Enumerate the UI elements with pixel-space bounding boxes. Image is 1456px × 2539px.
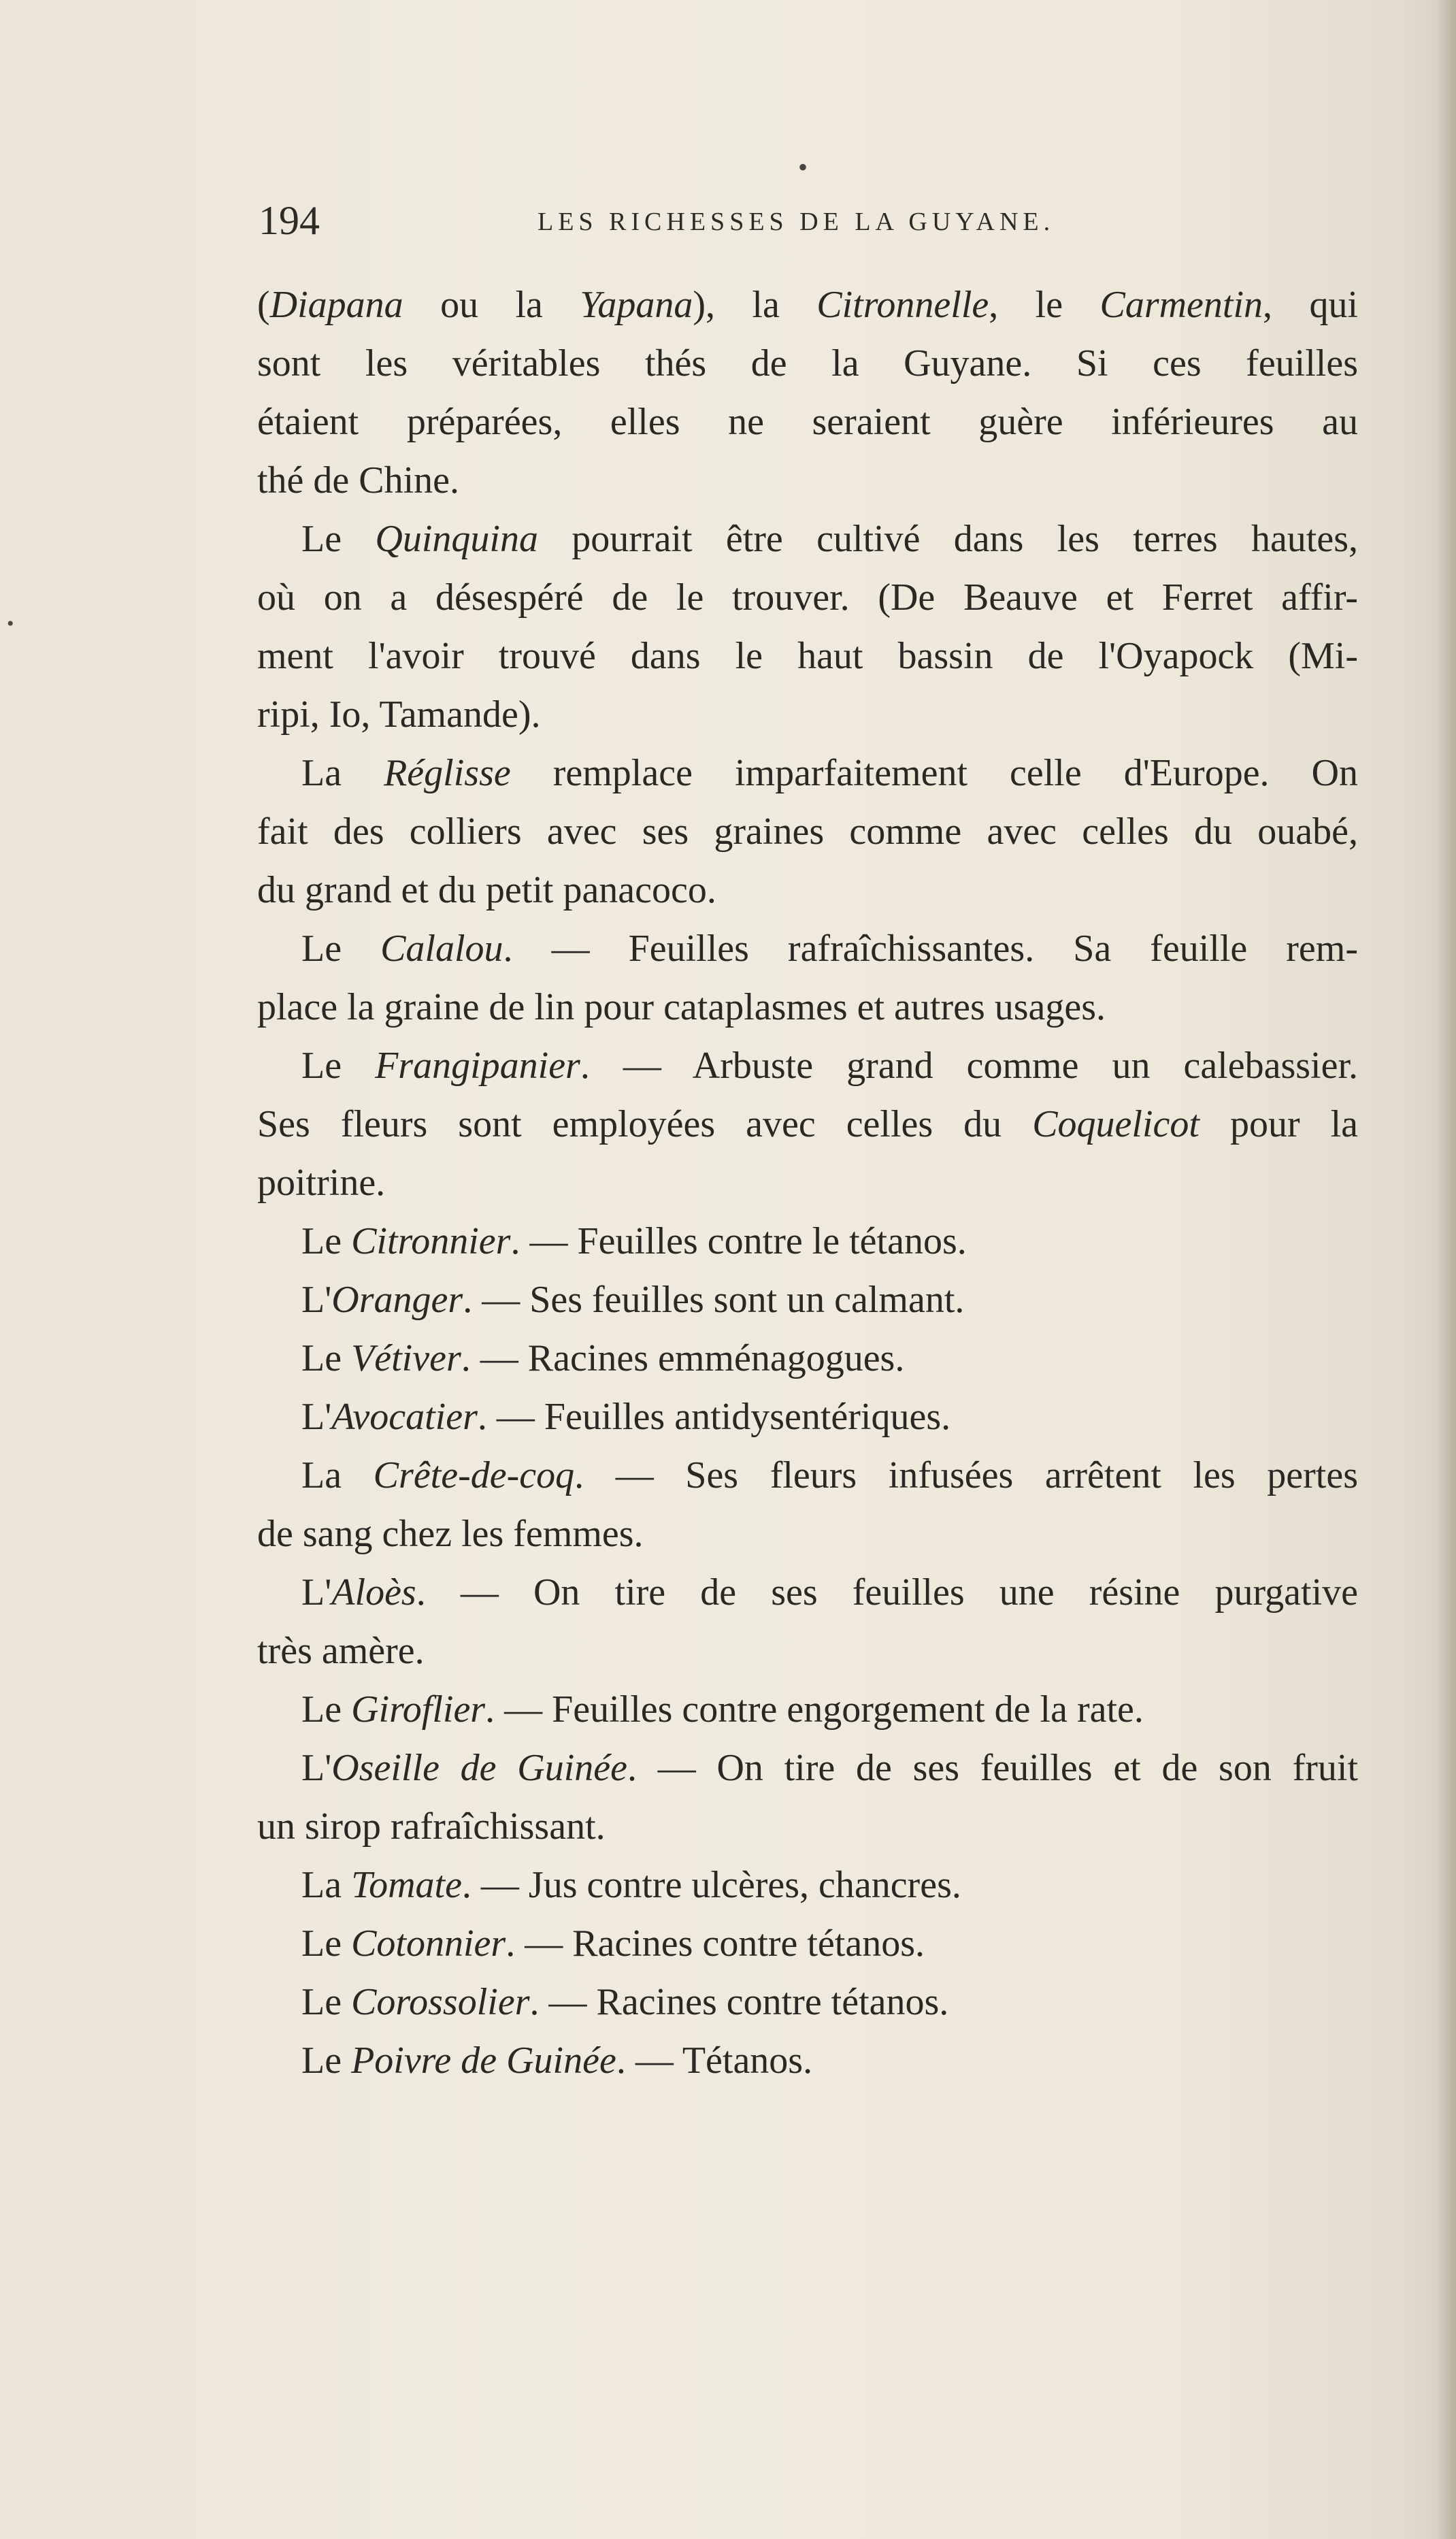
- text-line: Ses fleurs sont employées avec celles du Coquelicot pour la: [257, 1103, 1359, 1145]
- text-line: Le Citronnier. — Feuilles contre le tétanos.: [301, 1220, 967, 1262]
- italic-term: Calalou: [380, 928, 503, 970]
- text-line: ripi, Io, Tamande).: [257, 693, 541, 736]
- italic-term: Poivre de Guinée: [351, 2040, 616, 2082]
- italic-term: Coquelicot: [1032, 1103, 1199, 1145]
- text-line: de sang chez les femmes.: [257, 1513, 644, 1555]
- italic-term: Oranger: [331, 1279, 463, 1321]
- text-line: L'Oseille de Guinée. — On tire de ses feuilles et de son fruit: [301, 1747, 1359, 1789]
- text-line: Le Giroflier. — Feuilles contre engorgement de la rate.: [301, 1688, 1144, 1731]
- italic-term: Frangipanier: [375, 1045, 580, 1087]
- body-text: [257, 276, 1358, 2090]
- text-line: (Diapana ou la Yapana), la Citronnelle, le Carmentin, qui: [257, 284, 1358, 326]
- text-line: L'Oranger. — Ses feuilles sont un calmant.: [301, 1279, 965, 1321]
- italic-term: Giroflier: [351, 1688, 486, 1731]
- italic-term: Aloès: [331, 1571, 416, 1614]
- text-line: Le Calalou. — Feuilles rafraîchissantes. Sa feuille rem-: [301, 928, 1358, 970]
- text-line: Le Corossolier. — Racines contre tétanos.: [301, 1981, 949, 2023]
- text-line: L'Avocatier. — Feuilles antidysentériques.: [301, 1396, 951, 1438]
- text-line: thé de Chine.: [257, 459, 460, 502]
- text-line: L'Aloès. — On tire de ses feuilles une résine purgative: [301, 1571, 1358, 1614]
- italic-term: Oseille de Guinée: [331, 1747, 627, 1789]
- italic-term: Tomate: [351, 1864, 462, 1906]
- text-line: sont les véritables thés de la Guyane. Si ces feuilles: [257, 342, 1358, 384]
- text-line: La Tomate. — Jus contre ulcères, chancres.: [301, 1864, 961, 1906]
- page-edge-shadow: [1436, 0, 1456, 2539]
- text-line: très amère.: [257, 1630, 425, 1672]
- text-line: fait des colliers avec ses graines comme avec celles du ouabé,: [257, 810, 1358, 853]
- page-header: [259, 197, 1354, 252]
- italic-term: Corossolier: [351, 1981, 530, 2023]
- text-line: Le Frangipanier. — Arbuste grand comme un calebassier.: [301, 1045, 1359, 1087]
- italic-term: Vétiver: [351, 1337, 461, 1379]
- text-line: La Réglisse remplace imparfaitement celle d'Europe. On: [301, 752, 1359, 794]
- text-line: Le Quinquina pourrait être cultivé dans les terres hautes,: [301, 518, 1359, 560]
- italic-term: Avocatier: [331, 1396, 478, 1438]
- text-line: étaient préparées, elles ne seraient guère inférieures au: [257, 401, 1358, 443]
- italic-term: Yapana: [580, 284, 693, 326]
- running-title: LES RICHESSES DE LA GUYANE.: [537, 208, 1055, 236]
- italic-term: Réglisse: [384, 752, 511, 794]
- text-line: Le Poivre de Guinée. — Tétanos.: [301, 2040, 813, 2082]
- text-line: un sirop rafraîchissant.: [257, 1805, 606, 1848]
- italic-term: Citronnier: [351, 1220, 511, 1262]
- italic-term: Quinquina: [375, 518, 538, 560]
- ink-speck: •: [7, 612, 14, 635]
- italic-term: Crête-de-coq: [373, 1454, 575, 1496]
- text-line: Le Vétiver. — Racines emménagogues.: [301, 1337, 905, 1379]
- text-line: ment l'avoir trouvé dans le haut bassin de l'Oyapock (Mi-: [257, 635, 1358, 677]
- ink-speck: •: [798, 152, 808, 182]
- italic-term: Diapana: [269, 284, 403, 326]
- italic-term: Carmentin: [1099, 284, 1263, 326]
- text-line: poitrine.: [257, 1162, 386, 1204]
- text-line: où on a désespéré de le trouver. (De Beauve et Ferret affir-: [257, 576, 1358, 619]
- text-line: La Crête-de-coq. — Ses fleurs infusées arrêtent les pertes: [301, 1454, 1359, 1496]
- italic-term: Citronnelle: [816, 284, 989, 326]
- text-line: du grand et du petit panacoco.: [257, 869, 716, 911]
- text-line: place la graine de lin pour cataplasmes et autres usages.: [257, 986, 1106, 1028]
- page-number: 194: [259, 198, 320, 243]
- italic-term: Cotonnier: [351, 1922, 506, 1965]
- text-line: Le Cotonnier. — Racines contre tétanos.: [301, 1922, 925, 1965]
